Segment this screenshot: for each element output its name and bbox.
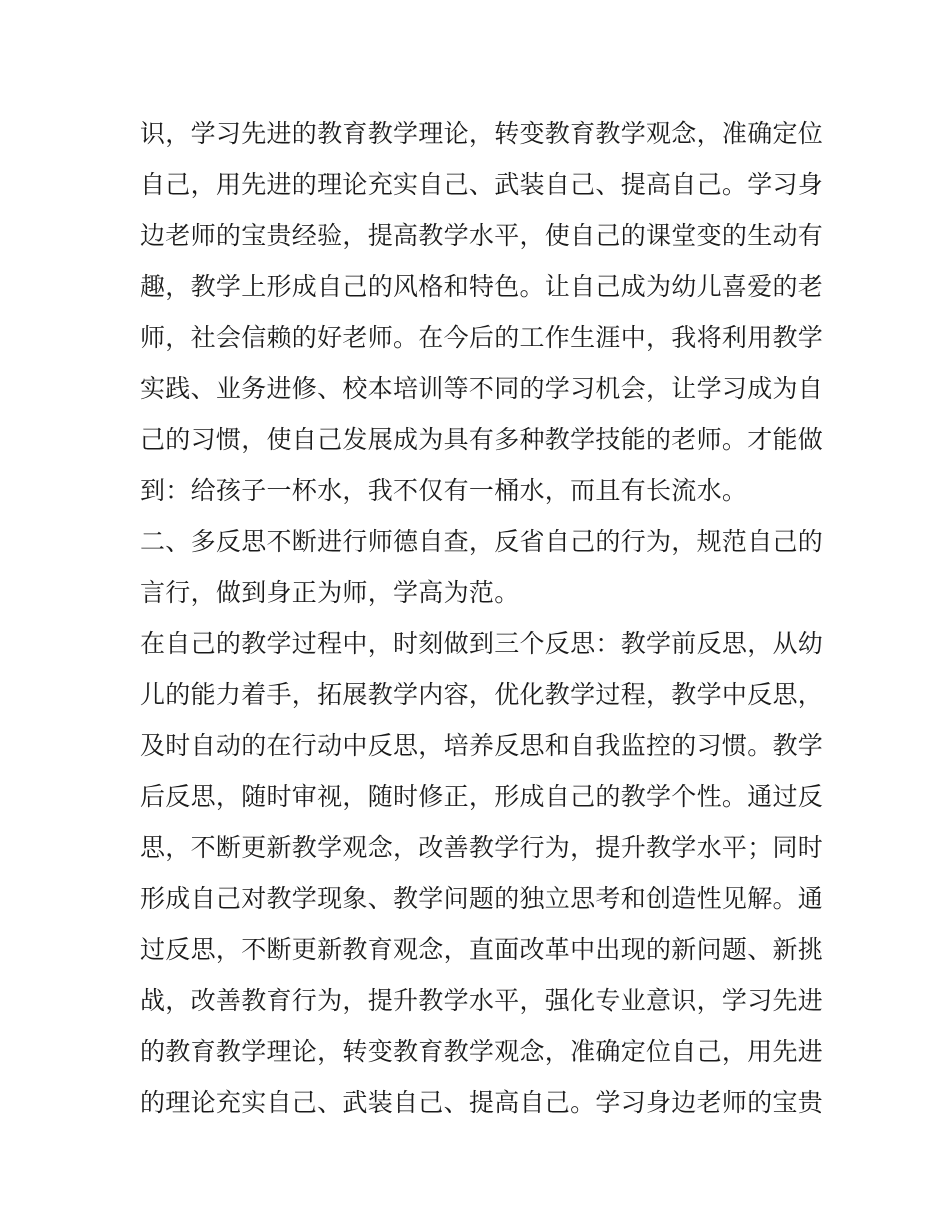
text-line-2: 自己，用先进的理论充实自己、武装自己、提高自己。学习身 (140, 170, 824, 199)
text-line-8: 到：给孩子一杯水，我不仅有一桶水，而且有长流水。 (140, 476, 748, 505)
section-heading-line-2: 言行，做到身正为师，学高为范。 (140, 578, 520, 607)
section-heading-line-1: 二、多反思不断进行师德自查，反省自己的行为，规范自己的 (140, 527, 824, 556)
text-line-14: 后反思，随时审视，随时修正，形成自己的教学个性。通过反 (140, 782, 824, 811)
text-line-18: 战，改善教育行为，提升教学水平，强化专业意识，学习先进 (140, 986, 824, 1015)
text-line-6: 实践、业务进修、校本培训等不同的学习机会，让学习成为自 (140, 374, 824, 403)
text-line-20: 的理论充实自己、武装自己、提高自己。学习身边老师的宝贵 (140, 1088, 824, 1117)
text-line-12: 儿的能力着手，拓展教学内容，优化教学过程，教学中反思， (140, 680, 824, 709)
text-line-13: 及时自动的在行动中反思，培养反思和自我监控的习惯。教学 (140, 731, 824, 760)
text-line-19: 的教育教学理论，转变教育教学观念，准确定位自己，用先进 (140, 1037, 824, 1066)
text-line-15: 思，不断更新教学观念，改善教学行为，提升教学水平；同时 (140, 833, 824, 862)
text-line-11: 在自己的教学过程中，时刻做到三个反思：教学前反思，从幼 (140, 629, 824, 658)
text-line-3: 边老师的宝贵经验，提高教学水平，使自己的课堂变的生动有 (140, 221, 824, 250)
text-line-16: 形成自己对教学现象、教学问题的独立思考和创造性见解。通 (140, 884, 824, 913)
text-line-1: 识，学习先进的教育教学理论，转变教育教学观念，准确定位 (140, 119, 824, 148)
text-line-17: 过反思，不断更新教育观念，直面改革中出现的新问题、新挑 (140, 935, 824, 964)
text-line-7: 己的习惯，使自己发展成为具有多种教学技能的老师。才能做 (140, 425, 824, 454)
text-line-5: 师，社会信赖的好老师。在今后的工作生涯中，我将利用教学 (140, 323, 824, 352)
text-line-4: 趣，教学上形成自己的风格和特色。让自己成为幼儿喜爱的老 (140, 272, 824, 301)
body-text (140, 108, 824, 1128)
